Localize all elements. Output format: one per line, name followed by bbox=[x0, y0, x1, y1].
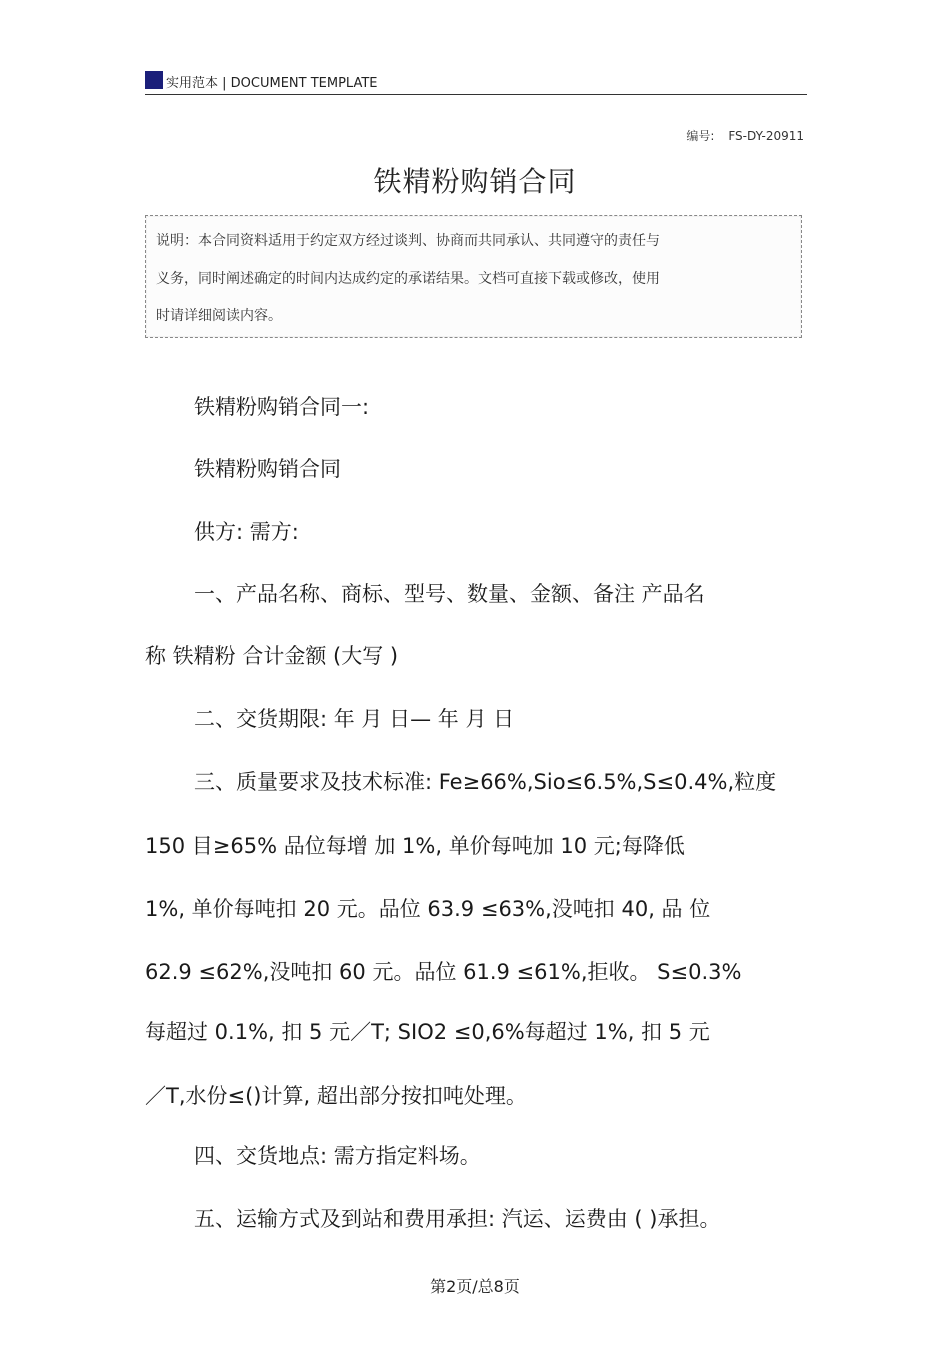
body-line: 三、质量要求及技术标准: Fe≥66%,Sio≤6.5%,S≤0.4%,粒度 bbox=[194, 770, 777, 794]
body-line: 供方: 需方: bbox=[194, 520, 299, 544]
body-line: 四、交货地点: 需方指定料场。 bbox=[194, 1144, 481, 1168]
notice-line: 说明：本合同资料适用于约定双方经过谈判、协商而共同承认、共同遵守的责任与 bbox=[156, 233, 660, 249]
body-line: 铁精粉购销合同 bbox=[194, 457, 341, 481]
body-line: 铁精粉购销合同一: bbox=[194, 395, 370, 419]
body-line: 称 铁精粉 合计金额 (大写 ) bbox=[145, 644, 399, 668]
body-line: 150 目≥65% 品位每增 加 1%, 单价每吨加 10 元;每降低 bbox=[145, 834, 685, 858]
notice-line: 时请详细阅读内容。 bbox=[156, 308, 282, 324]
notice-box bbox=[145, 215, 802, 338]
body-line: ／T,水份≤()计算, 超出部分按扣吨处理。 bbox=[145, 1084, 527, 1108]
body-line: 1%, 单价每吨扣 20 元。品位 63.9 ≤63%,没吨扣 40, 品 位 bbox=[145, 897, 711, 921]
notice-line: 义务，同时阐述确定的时间内达成约定的承诺结果。文档可直接下载或修改，使用 bbox=[156, 271, 660, 287]
body-line: 一、产品名称、商标、型号、数量、金额、备注 产品名 bbox=[194, 582, 705, 606]
document-title: 铁精粉购销合同 bbox=[373, 165, 577, 198]
logo-square-icon bbox=[145, 71, 163, 89]
page-header bbox=[145, 70, 807, 95]
document-number-label: 编号: bbox=[686, 129, 715, 143]
body-line: 62.9 ≤62%,没吨扣 60 元。品位 61.9 ≤61%,拒收。 S≤0.3% bbox=[145, 960, 742, 984]
body-line: 五、运输方式及到站和费用承担: 汽运、运费由 ( )承担。 bbox=[194, 1207, 721, 1231]
body-line: 二、交货期限: 年 月 日— 年 月 日 bbox=[194, 707, 515, 731]
header-title: 实用范本 | DOCUMENT TEMPLATE bbox=[166, 76, 378, 91]
document-number-value: FS-DY-20911 bbox=[728, 129, 804, 143]
page-indicator: 第2页/总8页 bbox=[430, 1277, 520, 1296]
body-line: 每超过 0.1%, 扣 5 元／T; SIO2 ≤0,6%每超过 1%, 扣 5 元 bbox=[145, 1020, 710, 1044]
document-number bbox=[686, 127, 804, 144]
